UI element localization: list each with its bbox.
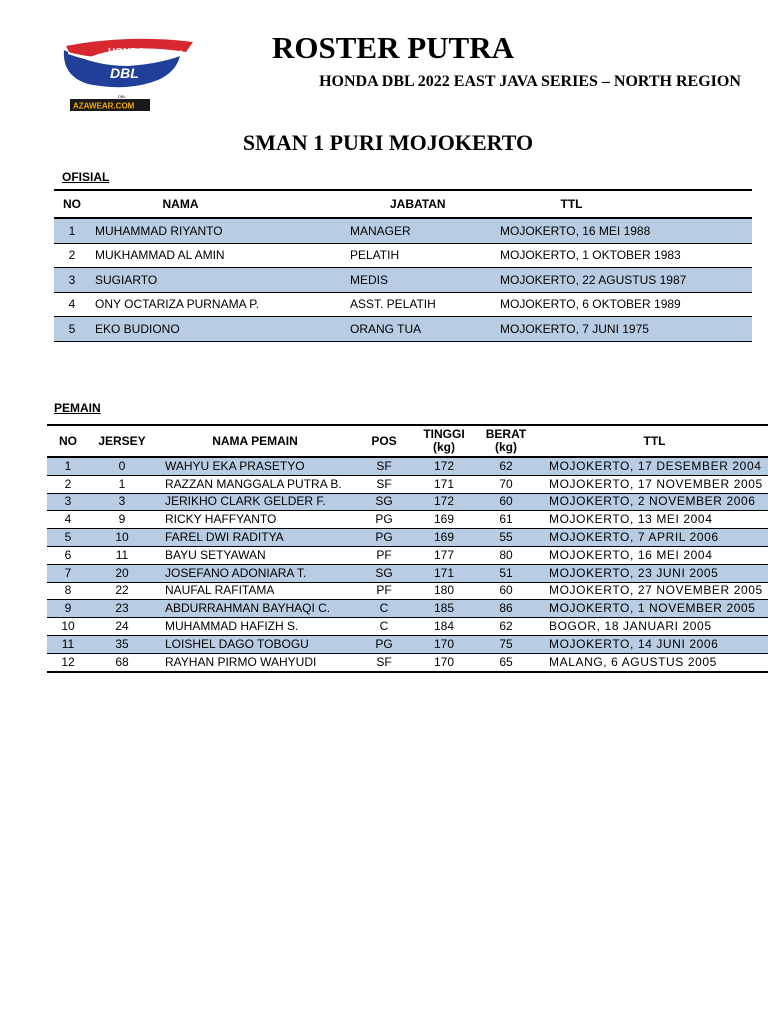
cell-pos: PG (355, 529, 413, 547)
cell-no: 7 (47, 564, 89, 582)
column-header-jabatan: JABATAN (350, 190, 500, 218)
cell-tinggi: 172 (413, 493, 475, 511)
cell-pos: SG (355, 564, 413, 582)
column-header-no: NO (47, 425, 89, 457)
cell-jersey: 0 (89, 457, 155, 475)
cell-berat: 62 (475, 457, 537, 475)
cell-berat: 86 (475, 600, 537, 618)
cell-no: 9 (47, 600, 89, 618)
cell-berat: 80 (475, 546, 537, 564)
cell-jersey: 23 (89, 600, 155, 618)
cell-ttl: MOJOKERTO, 7 JUNI 1975 (500, 317, 752, 342)
cell-jersey: 24 (89, 618, 155, 636)
table-row (47, 546, 768, 564)
cell-nama-pemain: ABDURRAHMAN BAYHAQI C. (155, 600, 355, 618)
cell-ttl: MALANG, 6 AGUSTUS 2005 (537, 653, 768, 671)
cell-jersey: 1 (89, 475, 155, 493)
cell-ttl: MOJOKERTO, 17 DESEMBER 2004 (537, 457, 768, 475)
cell-jabatan: PELATIH (350, 243, 500, 268)
cell-nama-pemain: RICKY HAFFYANTO (155, 511, 355, 529)
cell-jabatan: MANAGER (350, 218, 500, 243)
cell-jersey: 10 (89, 529, 155, 547)
cell-berat: 65 (475, 653, 537, 671)
cell-tinggi: 169 (413, 529, 475, 547)
cell-berat: 60 (475, 493, 537, 511)
cell-jersey: 9 (89, 511, 155, 529)
berat-unit: (kg) (495, 440, 517, 454)
cell-ttl: MOJOKERTO, 16 MEI 1988 (500, 218, 752, 243)
cell-no: 8 (47, 582, 89, 600)
cell-no: 1 (54, 218, 90, 243)
cell-tinggi: 170 (413, 653, 475, 671)
ofisial-table (54, 189, 752, 342)
pemain-table (47, 424, 768, 673)
column-header-pos: POS (355, 425, 413, 457)
cell-no: 4 (47, 511, 89, 529)
cell-ttl: MOJOKERTO, 7 APRIL 2006 (537, 529, 768, 547)
table-row (47, 457, 768, 475)
cell-jersey: 3 (89, 493, 155, 511)
logo-badge-text: DBL (110, 65, 139, 81)
column-header-berat (475, 425, 537, 457)
ofisial-header-row (54, 190, 752, 218)
table-row (47, 653, 768, 671)
cell-tinggi: 184 (413, 618, 475, 636)
cell-ttl: MOJOKERTO, 16 MEI 2004 (537, 546, 768, 564)
cell-berat: 51 (475, 564, 537, 582)
column-header-ttl: TTL (537, 425, 768, 457)
cell-jabatan: ORANG TUA (350, 317, 500, 342)
cell-nama-pemain: MUHAMMAD HAFIZH S. (155, 618, 355, 636)
table-row (47, 564, 768, 582)
cell-no: 10 (47, 618, 89, 636)
column-header-tinggi (413, 425, 475, 457)
page-title: ROSTER PUTRA (271, 30, 514, 65)
table-row (54, 292, 752, 317)
cell-tinggi: 177 (413, 546, 475, 564)
cell-nama-pemain: LOISHEL DAGO TOBOGU (155, 635, 355, 653)
cell-nama-pemain: JERIKHO CLARK GELDER F. (155, 493, 355, 511)
cell-nama-pemain: BAYU SETYAWAN (155, 546, 355, 564)
cell-ttl: MOJOKERTO, 27 NOVEMBER 2005 (537, 582, 768, 600)
cell-berat: 60 (475, 582, 537, 600)
cell-nama-pemain: NAUFAL RAFITAMA (155, 582, 355, 600)
pemain-header-row (47, 425, 768, 457)
table-row (47, 511, 768, 529)
cell-jabatan: MEDIS (350, 268, 500, 293)
cell-nama-pemain: RAZZAN MANGGALA PUTRA B. (155, 475, 355, 493)
table-row (54, 218, 752, 243)
cell-nama: MUKHAMMAD AL AMIN (90, 243, 350, 268)
logo-sponsor-text: AZAWEAR.COM (73, 101, 135, 111)
table-row (47, 582, 768, 600)
cell-tinggi: 171 (413, 475, 475, 493)
table-row (47, 493, 768, 511)
ofisial-section-label: OFISIAL (62, 170, 110, 184)
cell-pos: PG (355, 635, 413, 653)
cell-ttl: MOJOKERTO, 23 JUNI 2005 (537, 564, 768, 582)
cell-jersey: 20 (89, 564, 155, 582)
page-subtitle: HONDA DBL 2022 EAST JAVA SERIES – NORTH REGION (319, 73, 741, 90)
cell-no: 6 (47, 546, 89, 564)
cell-pos: C (355, 600, 413, 618)
cell-nama: SUGIARTO (90, 268, 350, 293)
cell-tinggi: 172 (413, 457, 475, 475)
cell-ttl: MOJOKERTO, 1 OKTOBER 1983 (500, 243, 752, 268)
cell-nama-pemain: RAYHAN PIRMO WAHYUDI (155, 653, 355, 671)
cell-ttl: MOJOKERTO, 14 JUNI 2006 (537, 635, 768, 653)
school-name: SMAN 1 PURI MOJOKERTO (242, 130, 534, 155)
table-row (47, 600, 768, 618)
cell-no: 5 (47, 529, 89, 547)
cell-jersey: 22 (89, 582, 155, 600)
cell-pos: SG (355, 493, 413, 511)
cell-no: 2 (54, 243, 90, 268)
cell-ttl: BOGOR, 18 JANUARI 2005 (537, 618, 768, 636)
cell-no: 2 (47, 475, 89, 493)
cell-jersey: 68 (89, 653, 155, 671)
cell-nama: MUHAMMAD RIYANTO (90, 218, 350, 243)
cell-ttl: MOJOKERTO, 13 MEI 2004 (537, 511, 768, 529)
table-row (47, 618, 768, 636)
cell-no: 5 (54, 317, 90, 342)
cell-no: 1 (47, 457, 89, 475)
table-row (54, 317, 752, 342)
column-header-nama-pemain: NAMA PEMAIN (155, 425, 355, 457)
column-header-no: NO (54, 190, 90, 218)
logo-brand-text: HONDA (108, 47, 145, 58)
cell-pos: SF (355, 475, 413, 493)
column-header-nama: NAMA (90, 190, 350, 218)
cell-pos: PG (355, 511, 413, 529)
cell-tinggi: 185 (413, 600, 475, 618)
cell-jabatan: ASST. PELATIH (350, 292, 500, 317)
cell-ttl: MOJOKERTO, 1 NOVEMBER 2005 (537, 600, 768, 618)
cell-tinggi: 170 (413, 635, 475, 653)
cell-nama: ONY OCTARIZA PURNAMA P. (90, 292, 350, 317)
cell-no: 11 (47, 635, 89, 653)
cell-ttl: MOJOKERTO, 6 OKTOBER 1989 (500, 292, 752, 317)
cell-tinggi: 180 (413, 582, 475, 600)
cell-ttl: MOJOKERTO, 2 NOVEMBER 2006 (537, 493, 768, 511)
column-header-jersey: JERSEY (89, 425, 155, 457)
cell-nama-pemain: WAHYU EKA PRASETYO (155, 457, 355, 475)
tinggi-label: TINGGI (423, 427, 465, 441)
cell-berat: 62 (475, 618, 537, 636)
cell-pos: PF (355, 546, 413, 564)
cell-jersey: 35 (89, 635, 155, 653)
cell-nama-pemain: JOSEFANO ADONIARA T. (155, 564, 355, 582)
table-row (47, 475, 768, 493)
cell-tinggi: 169 (413, 511, 475, 529)
cell-pos: PF (355, 582, 413, 600)
cell-nama-pemain: FAREL DWI RADITYA (155, 529, 355, 547)
cell-berat: 75 (475, 635, 537, 653)
table-row (54, 268, 752, 293)
cell-ttl: MOJOKERTO, 17 NOVEMBER 2005 (537, 475, 768, 493)
cell-no: 3 (54, 268, 90, 293)
cell-nama: EKO BUDIONO (90, 317, 350, 342)
table-row (47, 635, 768, 653)
berat-label: BERAT (485, 427, 527, 441)
cell-berat: 70 (475, 475, 537, 493)
cell-no: 4 (54, 292, 90, 317)
cell-tinggi: 171 (413, 564, 475, 582)
tinggi-unit: (kg) (433, 440, 455, 454)
column-header-ttl: TTL (500, 190, 752, 218)
pemain-section-label: PEMAIN (54, 401, 101, 415)
cell-berat: 55 (475, 529, 537, 547)
logo-sponsor-small-text: DBL (118, 94, 126, 99)
cell-pos: C (355, 618, 413, 636)
cell-no: 12 (47, 653, 89, 671)
table-row (47, 529, 768, 547)
cell-pos: SF (355, 457, 413, 475)
cell-jersey: 11 (89, 546, 155, 564)
table-row (54, 243, 752, 268)
cell-no: 3 (47, 493, 89, 511)
cell-ttl: MOJOKERTO, 22 AGUSTUS 1987 (500, 268, 752, 293)
cell-pos: SF (355, 653, 413, 671)
cell-berat: 61 (475, 511, 537, 529)
